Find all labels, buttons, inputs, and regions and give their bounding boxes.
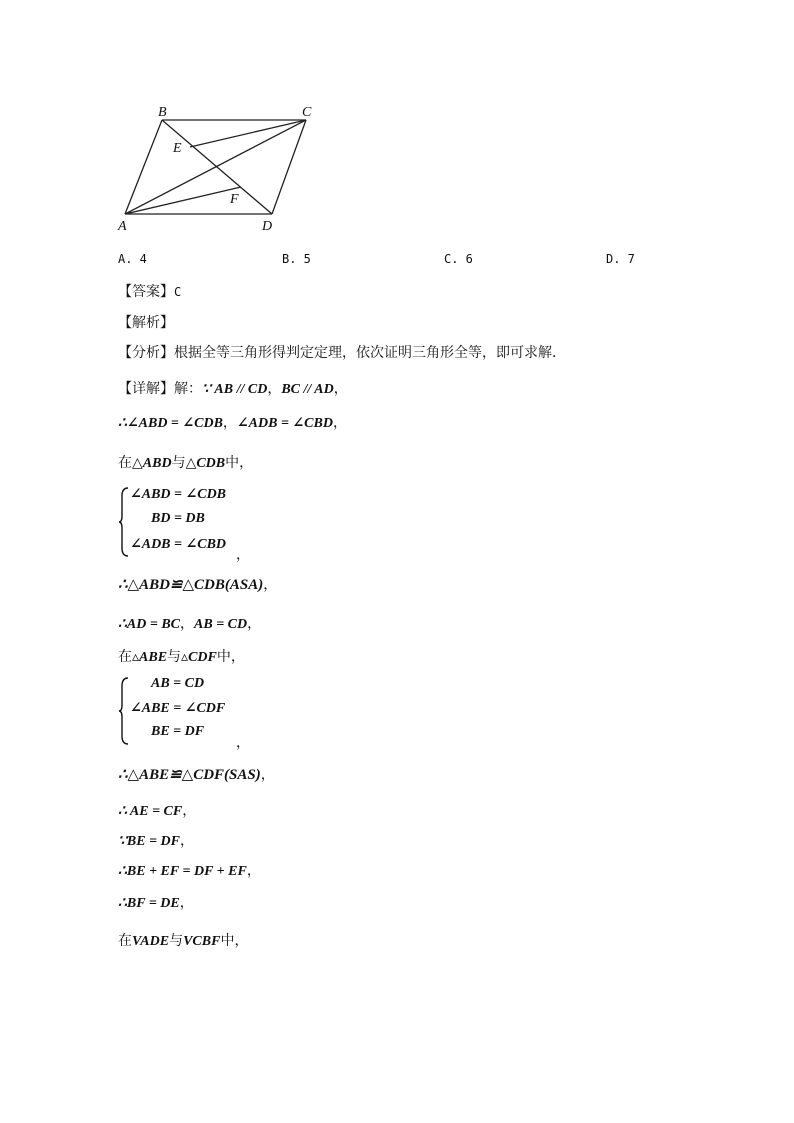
answer-label: 【答案】 bbox=[118, 284, 174, 300]
option-c: C. 6 bbox=[444, 252, 473, 266]
step7-end: ， bbox=[260, 767, 275, 783]
detail-label: 【详解】解： bbox=[118, 381, 202, 397]
step3-triangle2: △CDB bbox=[185, 456, 226, 471]
system2-end: ， bbox=[236, 735, 250, 751]
label-f: F bbox=[230, 192, 239, 207]
step8-end: ， bbox=[182, 803, 197, 819]
step6-mid: 与 bbox=[167, 649, 182, 665]
step12-triangle2: VCBF bbox=[183, 934, 221, 949]
step11-end: ， bbox=[179, 895, 194, 911]
detail-step1 bbox=[118, 378, 348, 398]
step6-post: 中， bbox=[216, 649, 245, 665]
step3-pre: 在 bbox=[118, 455, 132, 471]
detail-step6 bbox=[118, 646, 245, 666]
step10-end: ， bbox=[246, 863, 261, 879]
label-d: D bbox=[262, 219, 273, 234]
step1-math: ∵ AB // CD bbox=[202, 382, 268, 397]
step5-math: ∴AD = BC bbox=[118, 617, 181, 632]
step2-math: ∴∠ABD = ∠CDB bbox=[118, 416, 223, 431]
step6-pre: 在 bbox=[118, 649, 132, 665]
parallelogram-diagram bbox=[110, 98, 330, 238]
fenxi-line bbox=[118, 342, 566, 362]
geometry-figure bbox=[110, 98, 330, 238]
label-c: C bbox=[302, 105, 312, 120]
segment-ce bbox=[190, 120, 306, 147]
step1-math2: BC // AD bbox=[281, 382, 334, 397]
answer-value: C bbox=[174, 285, 182, 299]
step5-math2: AB = CD bbox=[194, 617, 248, 632]
detail-step3 bbox=[118, 452, 253, 472]
system2-row1: AB = CD bbox=[151, 676, 205, 691]
edge-ab bbox=[125, 120, 162, 214]
diagonal-ac bbox=[125, 120, 306, 214]
system1-end: ， bbox=[236, 547, 250, 563]
left-brace-icon bbox=[118, 486, 130, 558]
step1-sep: ， bbox=[267, 381, 282, 397]
step4-math: ∴△ABD≌△CDB(ASA) bbox=[118, 577, 264, 593]
step9-end: ， bbox=[180, 833, 195, 849]
segment-af bbox=[125, 187, 241, 214]
detail-step4 bbox=[118, 574, 277, 594]
step6-triangle2: ▵CDF bbox=[181, 650, 217, 665]
detail-step5 bbox=[118, 613, 261, 633]
step5-end: ， bbox=[247, 616, 262, 632]
fenxi-label: 【分析】 bbox=[118, 345, 174, 361]
system2-row3: BE = DF bbox=[151, 724, 205, 739]
detail-step8 bbox=[118, 800, 196, 820]
system1-row3: ∠ADB = ∠CBD bbox=[130, 537, 227, 552]
step2-end: ， bbox=[332, 415, 347, 431]
system2-row2: ∠ABE = ∠CDF bbox=[130, 701, 226, 716]
detail-step2 bbox=[118, 412, 347, 432]
label-e: E bbox=[173, 141, 182, 156]
detail-step9 bbox=[118, 830, 194, 850]
answer-line bbox=[118, 281, 181, 301]
option-b: B. 5 bbox=[282, 252, 311, 266]
step6-triangle1: ▵ABE bbox=[132, 650, 168, 665]
step2-math2: ∠ADB = ∠CBD bbox=[236, 416, 333, 431]
detail-step10 bbox=[118, 860, 261, 880]
step12-triangle1: VADE bbox=[132, 934, 170, 949]
step5-sep: ， bbox=[180, 616, 195, 632]
detail-step12 bbox=[118, 930, 248, 950]
fenxi-text: 根据全等三角形得判定定理，依次证明三角形全等，即可求解． bbox=[174, 345, 566, 361]
option-d: D. 7 bbox=[606, 252, 635, 266]
detail-step7 bbox=[118, 764, 275, 784]
analysis-heading: 【解析】 bbox=[118, 315, 174, 331]
step12-post: 中， bbox=[220, 933, 249, 949]
step3-mid: 与 bbox=[171, 455, 186, 471]
system1-row1: ∠ABD = ∠CDB bbox=[130, 487, 227, 502]
step1-end: ， bbox=[333, 381, 348, 397]
step2-sep: ， bbox=[222, 415, 237, 431]
label-a: A bbox=[118, 219, 127, 234]
step7-math: ∴△ABE≌△CDF(SAS) bbox=[118, 767, 261, 783]
step3-post: 中， bbox=[225, 455, 254, 471]
option-a: A. 4 bbox=[118, 252, 147, 266]
edge-cd bbox=[272, 120, 306, 214]
equation-system-1 bbox=[118, 486, 318, 563]
detail-step11 bbox=[118, 892, 194, 912]
step12-pre: 在 bbox=[118, 933, 132, 949]
left-brace-icon bbox=[118, 676, 130, 746]
step12-mid: 与 bbox=[169, 933, 184, 949]
step8-math: ∴ AE = CF bbox=[118, 804, 183, 819]
step9-math: ∵BE = DF bbox=[118, 834, 181, 849]
system1-row2: BD = DB bbox=[151, 511, 205, 526]
step11-math: ∴BF = DE bbox=[118, 896, 180, 911]
step10-math: ∴BE + EF = DF + EF bbox=[118, 864, 247, 879]
step4-end: ， bbox=[263, 577, 278, 593]
diagonal-bd bbox=[162, 120, 272, 214]
equation-system-2 bbox=[118, 676, 318, 751]
label-b: B bbox=[158, 105, 167, 120]
step3-triangle1: △ABD bbox=[132, 456, 172, 471]
